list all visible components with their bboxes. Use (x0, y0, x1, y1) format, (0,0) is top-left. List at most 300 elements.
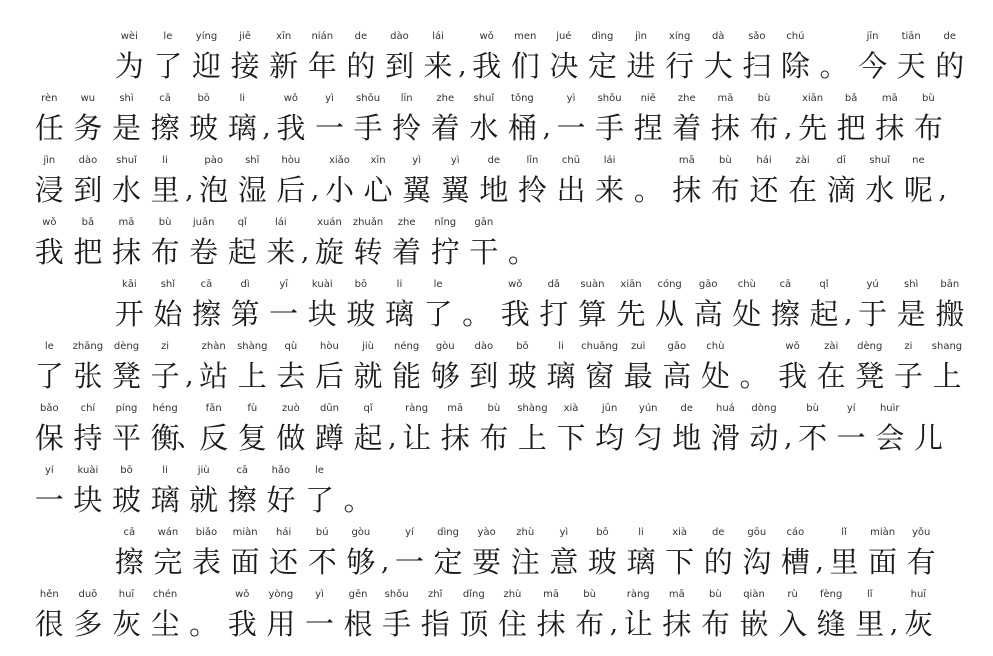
pinyin: chú (786, 31, 805, 42)
pinyin: xīn (276, 31, 292, 42)
pinyin: bō (596, 527, 609, 538)
hanzi: 干 (469, 235, 499, 269)
hanzi: 注 (510, 545, 540, 579)
character-unit (860, 152, 899, 210)
hanzi: 来 (595, 173, 625, 207)
hanzi: 抹 (536, 607, 566, 641)
pinyin: de (943, 31, 957, 42)
hanzi: 我 (276, 111, 306, 145)
hanzi: 来 (423, 49, 453, 83)
pinyin: niē (640, 93, 656, 104)
character-unit (629, 152, 668, 210)
character-unit (766, 276, 805, 334)
hanzi: 灰 (111, 607, 141, 641)
hanzi: 了 (423, 297, 453, 331)
punctuation-mark: 、 (176, 423, 203, 453)
hanzi: 着 (430, 111, 460, 145)
character-unit (272, 90, 311, 148)
pinyin: le (314, 465, 324, 476)
pinyin: yì (566, 93, 576, 104)
hanzi: 够 (430, 359, 460, 393)
hanzi: 扫 (742, 49, 772, 83)
character-unit (832, 400, 871, 458)
character-unit (233, 338, 272, 396)
hanzi: 第 (230, 297, 260, 331)
hanzi: 擦 (191, 297, 221, 331)
character-unit (69, 90, 108, 148)
character-unit (465, 214, 504, 272)
pinyin: zhe (436, 93, 455, 104)
character-unit (475, 152, 514, 210)
character-unit (793, 400, 832, 458)
pinyin: xià (563, 403, 579, 414)
pinyin: līn (526, 155, 539, 166)
character-unit (825, 524, 864, 582)
pinyin: cā (200, 279, 213, 290)
pinyin: ràng (405, 403, 429, 414)
character-unit (390, 524, 429, 582)
pinyin: līn (400, 93, 413, 104)
pinyin: gāo (698, 279, 718, 290)
pinyin: zhàn (201, 341, 226, 352)
pinyin: de (680, 403, 694, 414)
character-unit (184, 90, 223, 148)
hanzi: 务 (73, 111, 103, 145)
hanzi: 槽 (780, 545, 810, 579)
pinyin: zhù (516, 527, 535, 538)
pinyin: bǎo (40, 403, 59, 414)
hanzi: 。 (507, 235, 537, 269)
character-unit (223, 90, 262, 148)
character-unit (416, 586, 455, 644)
character-unit (899, 152, 938, 210)
pinyin: le (163, 31, 173, 42)
hanzi: 根 (343, 607, 373, 641)
pinyin: zuì (631, 341, 646, 352)
hanzi: 着 (672, 111, 702, 145)
pinyin: bù (487, 403, 501, 414)
pinyin: dào (390, 31, 409, 42)
character-unit (745, 400, 784, 458)
pinyin: zuò (282, 403, 300, 414)
character-unit (658, 586, 697, 644)
character-unit (619, 586, 658, 644)
pinyin: xiān (801, 93, 824, 104)
hanzi: 拎 (517, 173, 547, 207)
hanzi: 接 (230, 49, 260, 83)
pinyin: bù (709, 589, 722, 600)
character-unit (69, 400, 108, 458)
hanzi: 缝 (816, 607, 846, 641)
hanzi: 璃 (626, 545, 656, 579)
hanzi: 张 (73, 359, 103, 393)
character-unit (69, 462, 108, 520)
pinyin: shǐ (160, 279, 176, 290)
text-line (30, 582, 965, 644)
character-unit (745, 152, 784, 210)
hanzi: 定 (433, 545, 463, 579)
pinyin: zài (824, 341, 839, 352)
hanzi: 心 (363, 173, 393, 207)
hanzi: 均 (595, 421, 625, 455)
character-unit (107, 90, 146, 148)
pinyin: wǒ (508, 279, 523, 290)
character-unit (300, 462, 339, 520)
character-unit (506, 28, 545, 86)
character-unit (629, 90, 668, 148)
pinyin: shang (931, 341, 963, 352)
punctuation-mark: , (609, 609, 619, 639)
pinyin: qǐ (819, 279, 829, 290)
character-unit (745, 90, 784, 148)
hanzi: 抹 (440, 421, 470, 455)
character-unit (233, 152, 272, 210)
punctuation-mark: , (388, 423, 397, 453)
pinyin: bǎ (844, 93, 858, 104)
character-unit (30, 400, 69, 458)
hanzi: 玻 (346, 297, 376, 331)
hanzi: 先 (616, 297, 646, 331)
hanzi: 地 (672, 421, 702, 455)
character-unit (735, 586, 774, 644)
character-unit (545, 524, 584, 582)
pinyin: gòu (435, 341, 455, 352)
pinyin: bù (757, 93, 771, 104)
character-unit (699, 28, 738, 86)
character-unit (264, 276, 303, 334)
character-unit (303, 276, 342, 334)
hanzi: 里 (150, 173, 180, 207)
character-unit (397, 152, 436, 210)
pinyin: li (638, 527, 644, 538)
hanzi: 复 (237, 421, 267, 455)
character-unit (612, 276, 651, 334)
hanzi: 们 (510, 49, 540, 83)
hanzi: 任 (34, 111, 64, 145)
punctuation-mark: , (844, 299, 853, 329)
punctuation-unit (310, 152, 320, 210)
hanzi: 我 (500, 297, 530, 331)
punctuation-unit (938, 152, 948, 210)
pinyin: dào (474, 341, 494, 352)
character-unit (467, 524, 506, 582)
hanzi: 还 (749, 173, 779, 207)
character-unit (387, 90, 426, 148)
pinyin: bō (120, 465, 133, 476)
punctuation-unit (815, 524, 825, 582)
hanzi: 先 (798, 111, 828, 145)
hanzi: 衡 (150, 421, 180, 455)
character-unit (506, 524, 545, 582)
character-unit (783, 152, 822, 210)
hanzi: 能 (392, 359, 422, 393)
character-unit (184, 462, 223, 520)
pinyin: nǐng (434, 217, 457, 228)
pinyin: lái (432, 31, 444, 42)
pinyin: yíng (195, 31, 218, 42)
character-unit (622, 524, 661, 582)
pinyin: dì (240, 279, 250, 290)
pinyin: xiān (620, 279, 642, 290)
character-unit (69, 338, 108, 396)
hanzi: 天 (896, 49, 926, 83)
pinyin: qiàn (743, 589, 765, 600)
pinyin: gōu (747, 527, 767, 538)
hanzi: 了 (304, 483, 334, 517)
hanzi: 桶 (507, 111, 537, 145)
hanzi: 最 (623, 359, 653, 393)
character-unit (668, 152, 707, 210)
hanzi: 今 (858, 49, 888, 83)
pinyin: chí (80, 403, 96, 414)
character-unit (503, 338, 542, 396)
character-unit (773, 586, 812, 644)
character-unit (110, 28, 149, 86)
hanzi: 我 (778, 359, 808, 393)
pinyin: pào (204, 155, 223, 166)
hanzi: 去 (276, 359, 306, 393)
pinyin: ràng (626, 589, 650, 600)
text-line (30, 148, 965, 210)
hanzi: 反 (199, 421, 229, 455)
character-unit (149, 524, 188, 582)
pinyin: wán (157, 527, 179, 538)
character-unit (426, 338, 465, 396)
pinyin: yì (559, 527, 569, 538)
hanzi: 滑 (710, 421, 740, 455)
character-unit (187, 524, 226, 582)
pinyin: bù (719, 155, 732, 166)
hanzi: 站 (199, 359, 229, 393)
pinyin: wǒ (283, 93, 298, 104)
text-line (30, 272, 993, 334)
hanzi: 一 (556, 111, 586, 145)
pinyin: dòng (751, 403, 777, 414)
hanzi: 手 (353, 111, 383, 145)
hanzi: 玻 (111, 483, 141, 517)
hanzi: 动 (749, 421, 779, 455)
pinyin: yú (866, 279, 879, 290)
hanzi: 一 (34, 483, 64, 517)
pinyin: mā (881, 93, 898, 104)
text-line (30, 520, 993, 582)
character-unit (69, 586, 108, 644)
character-unit (349, 338, 388, 396)
hanzi: 沟 (742, 545, 772, 579)
character-unit (902, 524, 941, 582)
character-unit (590, 90, 629, 148)
pinyin: chén (152, 589, 178, 600)
pinyin: zhe (677, 93, 696, 104)
character-unit (146, 586, 185, 644)
character-unit (668, 90, 707, 148)
hanzi: 抹 (875, 111, 905, 145)
pinyin: lái (275, 217, 287, 228)
punctuation-mark: , (938, 175, 947, 205)
pinyin: bō (197, 93, 210, 104)
pinyin: zhuǎn (352, 217, 384, 228)
hanzi: 起 (227, 235, 257, 269)
hanzi: 抹 (111, 235, 141, 269)
character-unit (532, 586, 571, 644)
pinyin: dìng (591, 31, 614, 42)
punctuation-unit (457, 28, 467, 86)
pinyin: yún (638, 403, 658, 414)
hanzi: 玻 (587, 545, 617, 579)
character-unit (30, 214, 69, 272)
hanzi: 翼 (440, 173, 470, 207)
hanzi: 做 (276, 421, 306, 455)
pinyin: li (396, 279, 403, 290)
pinyin: zi (161, 341, 170, 352)
pinyin: huī (118, 589, 135, 600)
pinyin: mā (543, 589, 559, 600)
hanzi: 还 (269, 545, 299, 579)
character-unit (467, 28, 506, 86)
pinyin: bān (940, 279, 960, 290)
pinyin: bú (315, 527, 329, 538)
character-unit (475, 400, 514, 458)
hanzi: 有 (906, 545, 936, 579)
hanzi: 抹 (662, 607, 692, 641)
character-unit (503, 90, 542, 148)
pinyin: yòng (268, 589, 294, 600)
hanzi: 璃 (227, 111, 257, 145)
character-unit (457, 276, 496, 334)
character-unit (928, 338, 967, 396)
hanzi: 凳 (111, 359, 141, 393)
pinyin: shuǐ (116, 155, 137, 166)
character-unit (310, 90, 349, 148)
hanzi: 不 (798, 421, 828, 455)
character-unit (850, 586, 889, 644)
hanzi: 手 (595, 111, 625, 145)
pinyin: cā (779, 279, 792, 290)
hanzi: 的 (703, 545, 733, 579)
hanzi: 表 (191, 545, 221, 579)
character-unit (909, 400, 948, 458)
character-unit (194, 400, 233, 458)
character-unit (226, 28, 265, 86)
hanzi: 拧 (430, 235, 460, 269)
pinyin: bù (922, 93, 935, 104)
punctuation-unit (843, 276, 853, 334)
character-unit (30, 90, 69, 148)
hanzi: 大 (703, 49, 733, 83)
hanzi: 水 (469, 111, 499, 145)
pinyin: zhǐ (428, 589, 443, 600)
character-unit (583, 524, 622, 582)
pinyin: jué (556, 31, 572, 42)
character-unit (110, 524, 149, 582)
pinyin: hěn (39, 589, 59, 600)
character-unit (455, 586, 494, 644)
hanzi: 布 (575, 607, 605, 641)
hanzi: 一 (836, 421, 866, 455)
character-unit (552, 400, 591, 458)
hanzi: 。 (343, 483, 373, 517)
character-unit (465, 338, 504, 396)
character-unit (107, 586, 146, 644)
character-unit (832, 90, 871, 148)
hanzi: 一 (314, 111, 344, 145)
pinyin: cā (123, 527, 136, 538)
character-unit (542, 338, 581, 396)
character-unit (69, 214, 108, 272)
hanzi: 上 (932, 359, 962, 393)
pinyin: miàn (232, 527, 258, 538)
pinyin: shuǐ (869, 155, 891, 166)
punctuation-mark: , (889, 609, 899, 639)
hanzi: 住 (497, 607, 527, 641)
character-unit (194, 152, 233, 210)
pinyin: shī (245, 155, 260, 166)
character-unit (513, 400, 552, 458)
character-unit (535, 276, 574, 334)
text-line (30, 458, 965, 520)
hanzi: 起 (809, 297, 839, 331)
character-unit (583, 28, 622, 86)
hanzi: 浸 (34, 173, 64, 207)
hanzi: 嵌 (739, 607, 769, 641)
text-line (30, 334, 965, 396)
punctuation-mark: , (815, 547, 824, 577)
pinyin: miàn (870, 527, 896, 538)
hanzi: 起 (353, 421, 383, 455)
character-unit (590, 400, 629, 458)
character-unit (660, 28, 699, 86)
pinyin: fèng (819, 589, 843, 600)
pinyin: hái (276, 527, 292, 538)
punctuation-mark: , (542, 113, 551, 143)
character-unit (436, 400, 475, 458)
pinyin: dào (78, 155, 98, 166)
hanzi: 下 (665, 545, 695, 579)
character-unit (738, 524, 777, 582)
hanzi: 够 (346, 545, 376, 579)
hanzi: 。 (189, 607, 219, 641)
hanzi: 子 (893, 359, 923, 393)
hanzi: 定 (587, 49, 617, 83)
hanzi: 卷 (189, 235, 219, 269)
pinyin: héng (152, 403, 178, 414)
hanzi: 我 (227, 607, 257, 641)
character-unit (619, 338, 658, 396)
pinyin: qǐ (237, 217, 247, 228)
character-unit (706, 90, 745, 148)
hanzi: 凳 (855, 359, 885, 393)
character-unit (397, 400, 436, 458)
pinyin: cáo (786, 527, 805, 538)
hanzi: 擦 (150, 111, 180, 145)
pinyin: tǒng (511, 93, 534, 104)
character-unit (493, 586, 532, 644)
pinyin: rù (787, 589, 798, 600)
hanzi: 到 (73, 173, 103, 207)
character-unit (233, 400, 272, 458)
character-unit (892, 28, 931, 86)
character-unit (776, 524, 815, 582)
character-unit (342, 28, 381, 86)
character-unit (194, 338, 233, 396)
hanzi: 水 (111, 173, 141, 207)
hanzi: 年 (307, 49, 337, 83)
character-unit (465, 90, 504, 148)
character-unit (146, 90, 185, 148)
hanzi: 擦 (770, 297, 800, 331)
character-unit (272, 152, 311, 210)
character-unit (30, 338, 69, 396)
